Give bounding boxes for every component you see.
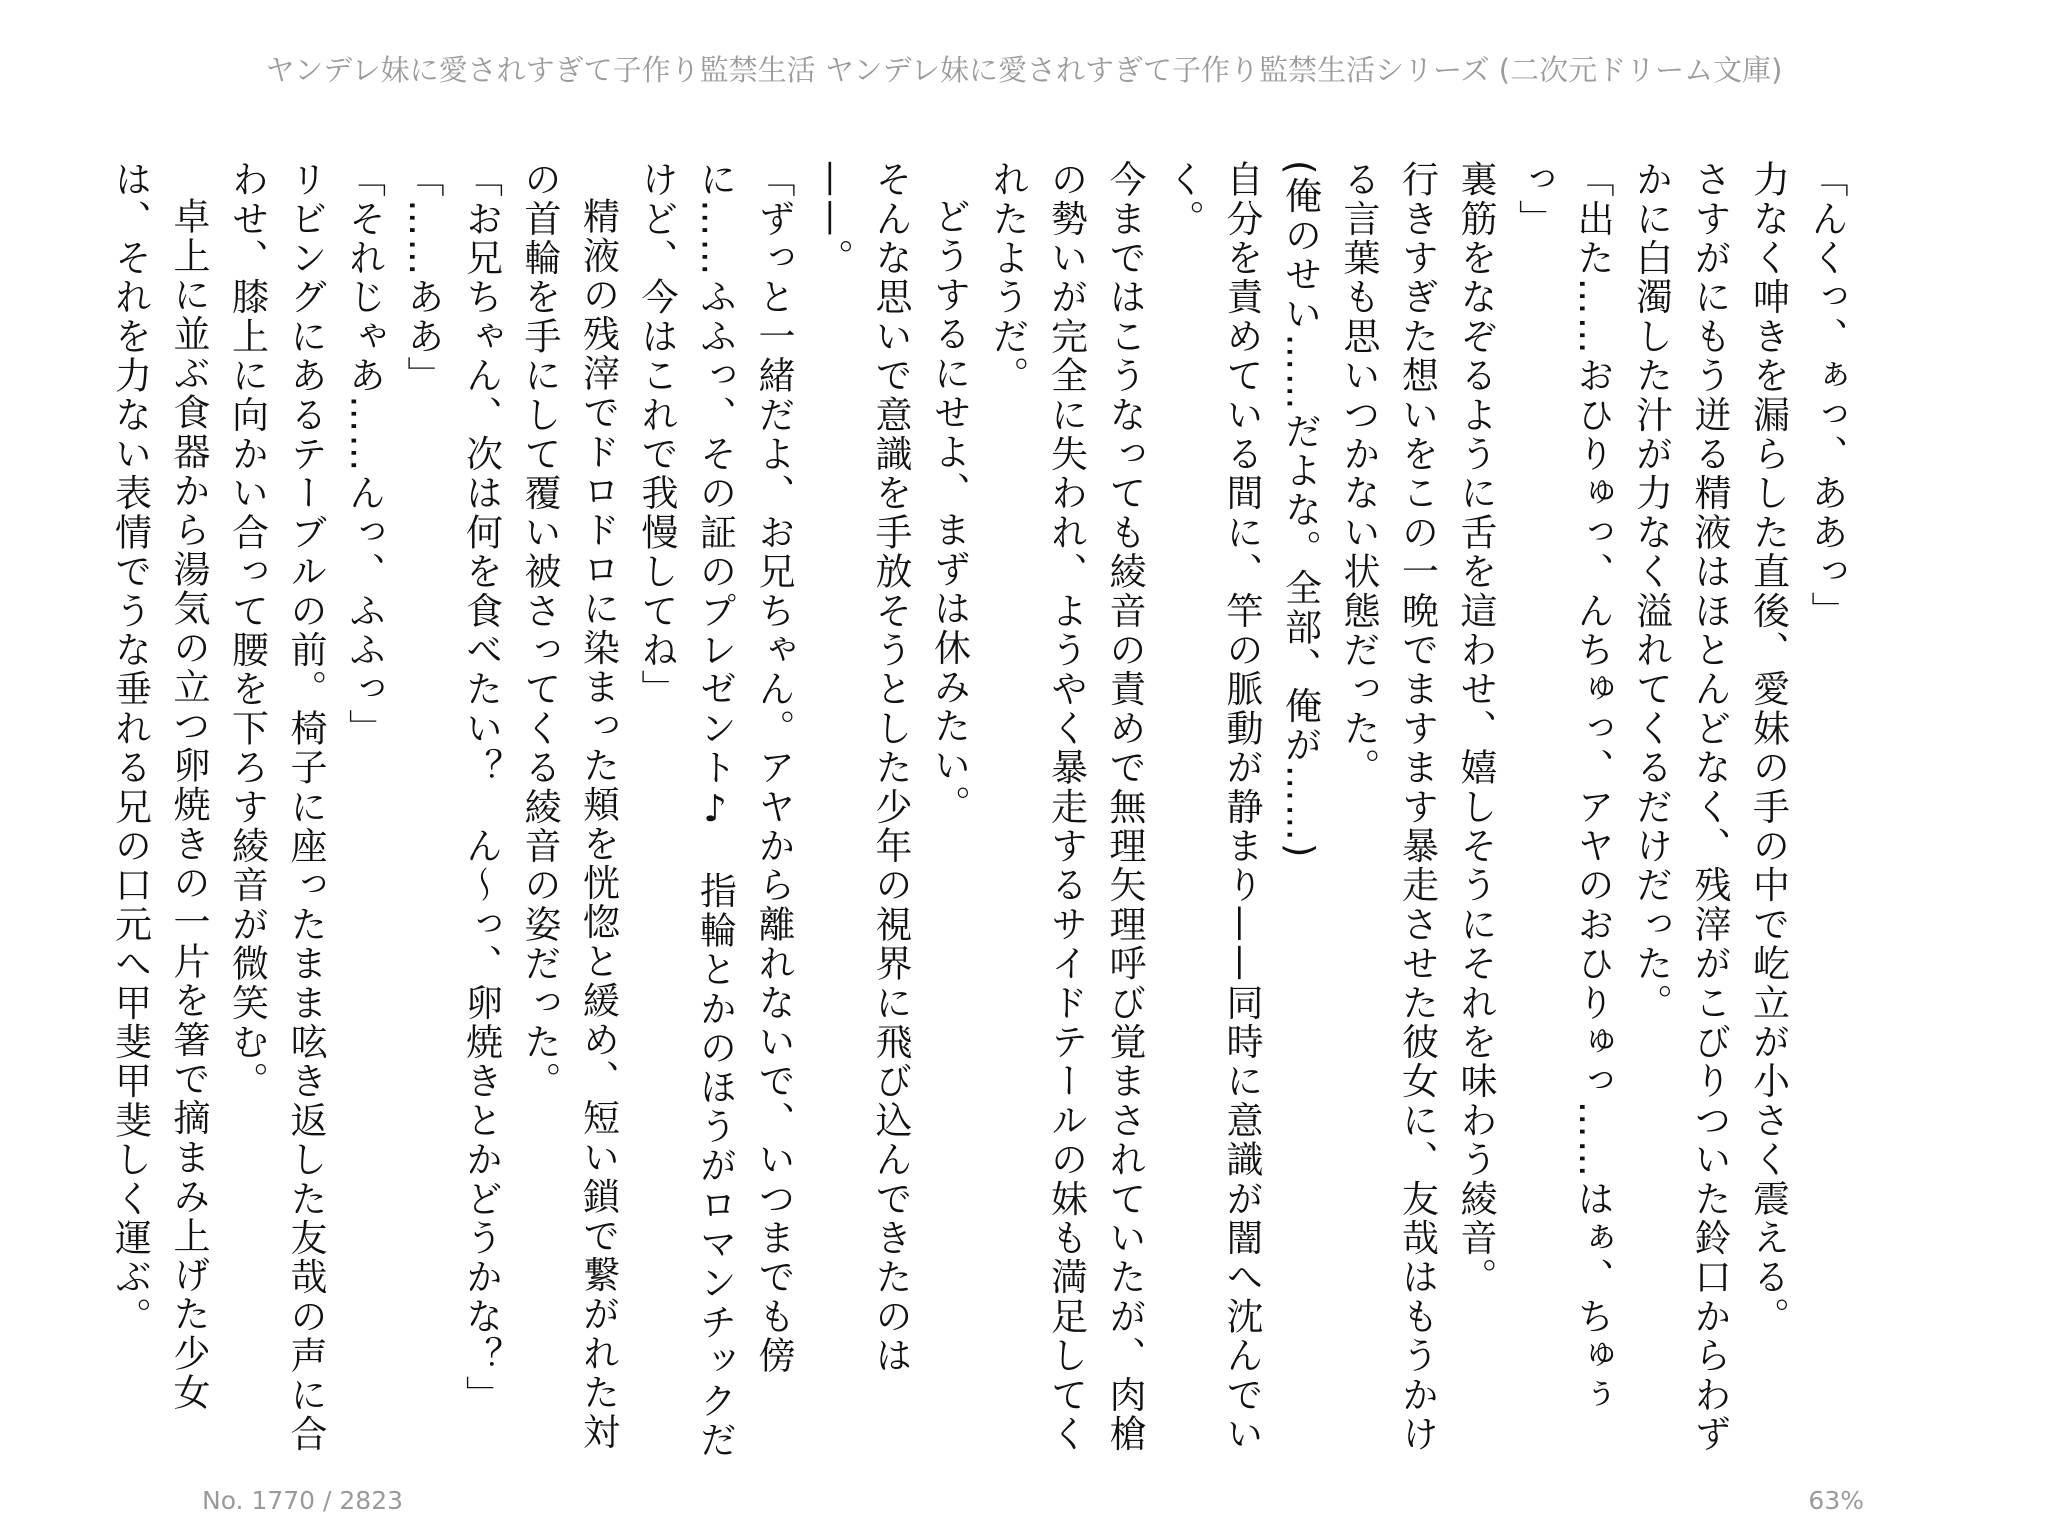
paragraph: 「お兄ちゃん、次は何を食べたい？ ん〜っ、卵焼きとかどうかな？」 — [459, 160, 503, 1415]
location-indicator: No. 1770 / 2823 — [202, 1486, 404, 1515]
paragraph: 「ずっと一緒だよ、お兄ちゃん。アヤから離れないで、いつまでも傍に……ふふっ、その証のプレゼント♪ 指輪とかのほうがロマンチックだけど、今はこれで我慢してね」 — [635, 160, 795, 1460]
paragraph: 今まではこうなっても綾音の責めで無理矢理呼び覚まされていたが、肉槍の勢いが完全に失われ、ようやく暴走するサイドテールの妹も満足してくれたようだ。 — [986, 160, 1146, 1454]
paragraph: 力なく呻きを漏らした直後、愛妹の手の中で屹立が小さく震える。 — [1746, 160, 1790, 1336]
paragraph: (俺のせい……だよな。全部、俺が……) — [1278, 160, 1322, 860]
paragraph: 精液の残滓でドロドロに染まった頬を恍惚と緩め、短い鎖で繋がれた対の首輪を手にして覆い被さってくる綾音の姿だった。 — [518, 160, 620, 1452]
paragraph: さすがにもう迸る精液はほとんどなく、残滓がこびりついた鈴口からわずかに白濁した汁が力なく溢れてくるだけだった。 — [1629, 160, 1731, 1454]
paragraph: リビングにあるテーブルの前。椅子に座ったまま呟き返した友哉の声に合わせ、膝上に向かい合って腰を下ろす綾音が微笑む。 — [225, 160, 327, 1454]
paragraph: そんな思いで意識を手放そうとした少年の視界に飛び込んできたのは——。 — [810, 160, 912, 1376]
paragraph: 裏筋をなぞるように舌を這わせ、嬉しそうにそれを味わう綾音。 — [1454, 160, 1497, 1297]
page-body[interactable] — [108, 160, 1855, 1460]
paragraph: どうするにせよ、まずは休みたい。 — [927, 197, 971, 825]
paragraph: 自分を責めている間に、竿の脈動が静まり——同時に意識が闇へ沈んでいく。 — [1161, 160, 1263, 1454]
progress-percent: 63% — [1808, 1486, 1864, 1515]
paragraph: 行きすぎた想いをこの一晩でますます暴走させた彼女に、友哉はもうかける言葉も思いつかない状態だった。 — [1337, 160, 1439, 1454]
paragraph: 「それじゃあ……んっ、ふふっ」 — [342, 160, 386, 748]
paragraph: 「……ああ」 — [401, 160, 444, 396]
book-title: ヤンデレ妹に愛されすぎて子作り監禁生活 ヤンデレ妹に愛されすぎて子作り監禁生活シリーズ (二次元ドリーム文庫) — [265, 53, 1783, 87]
paragraph: 「出た……おひりゅっ、んちゅっ、アヤのおひりゅっ……はぁ、ちゅぅっ」 — [1512, 160, 1614, 1415]
paragraph: 「んくっ、ぁっ、ああっ」 — [1805, 160, 1848, 631]
paragraph: 卓上に並ぶ食器から湯気の立つ卵焼きの一片を箸で摘まみ上げた少女は、それを力ない表情でうな垂れる兄の口元へ甲斐甲斐しく運ぶ。 — [108, 160, 210, 1413]
reading-text — [108, 160, 1855, 1460]
